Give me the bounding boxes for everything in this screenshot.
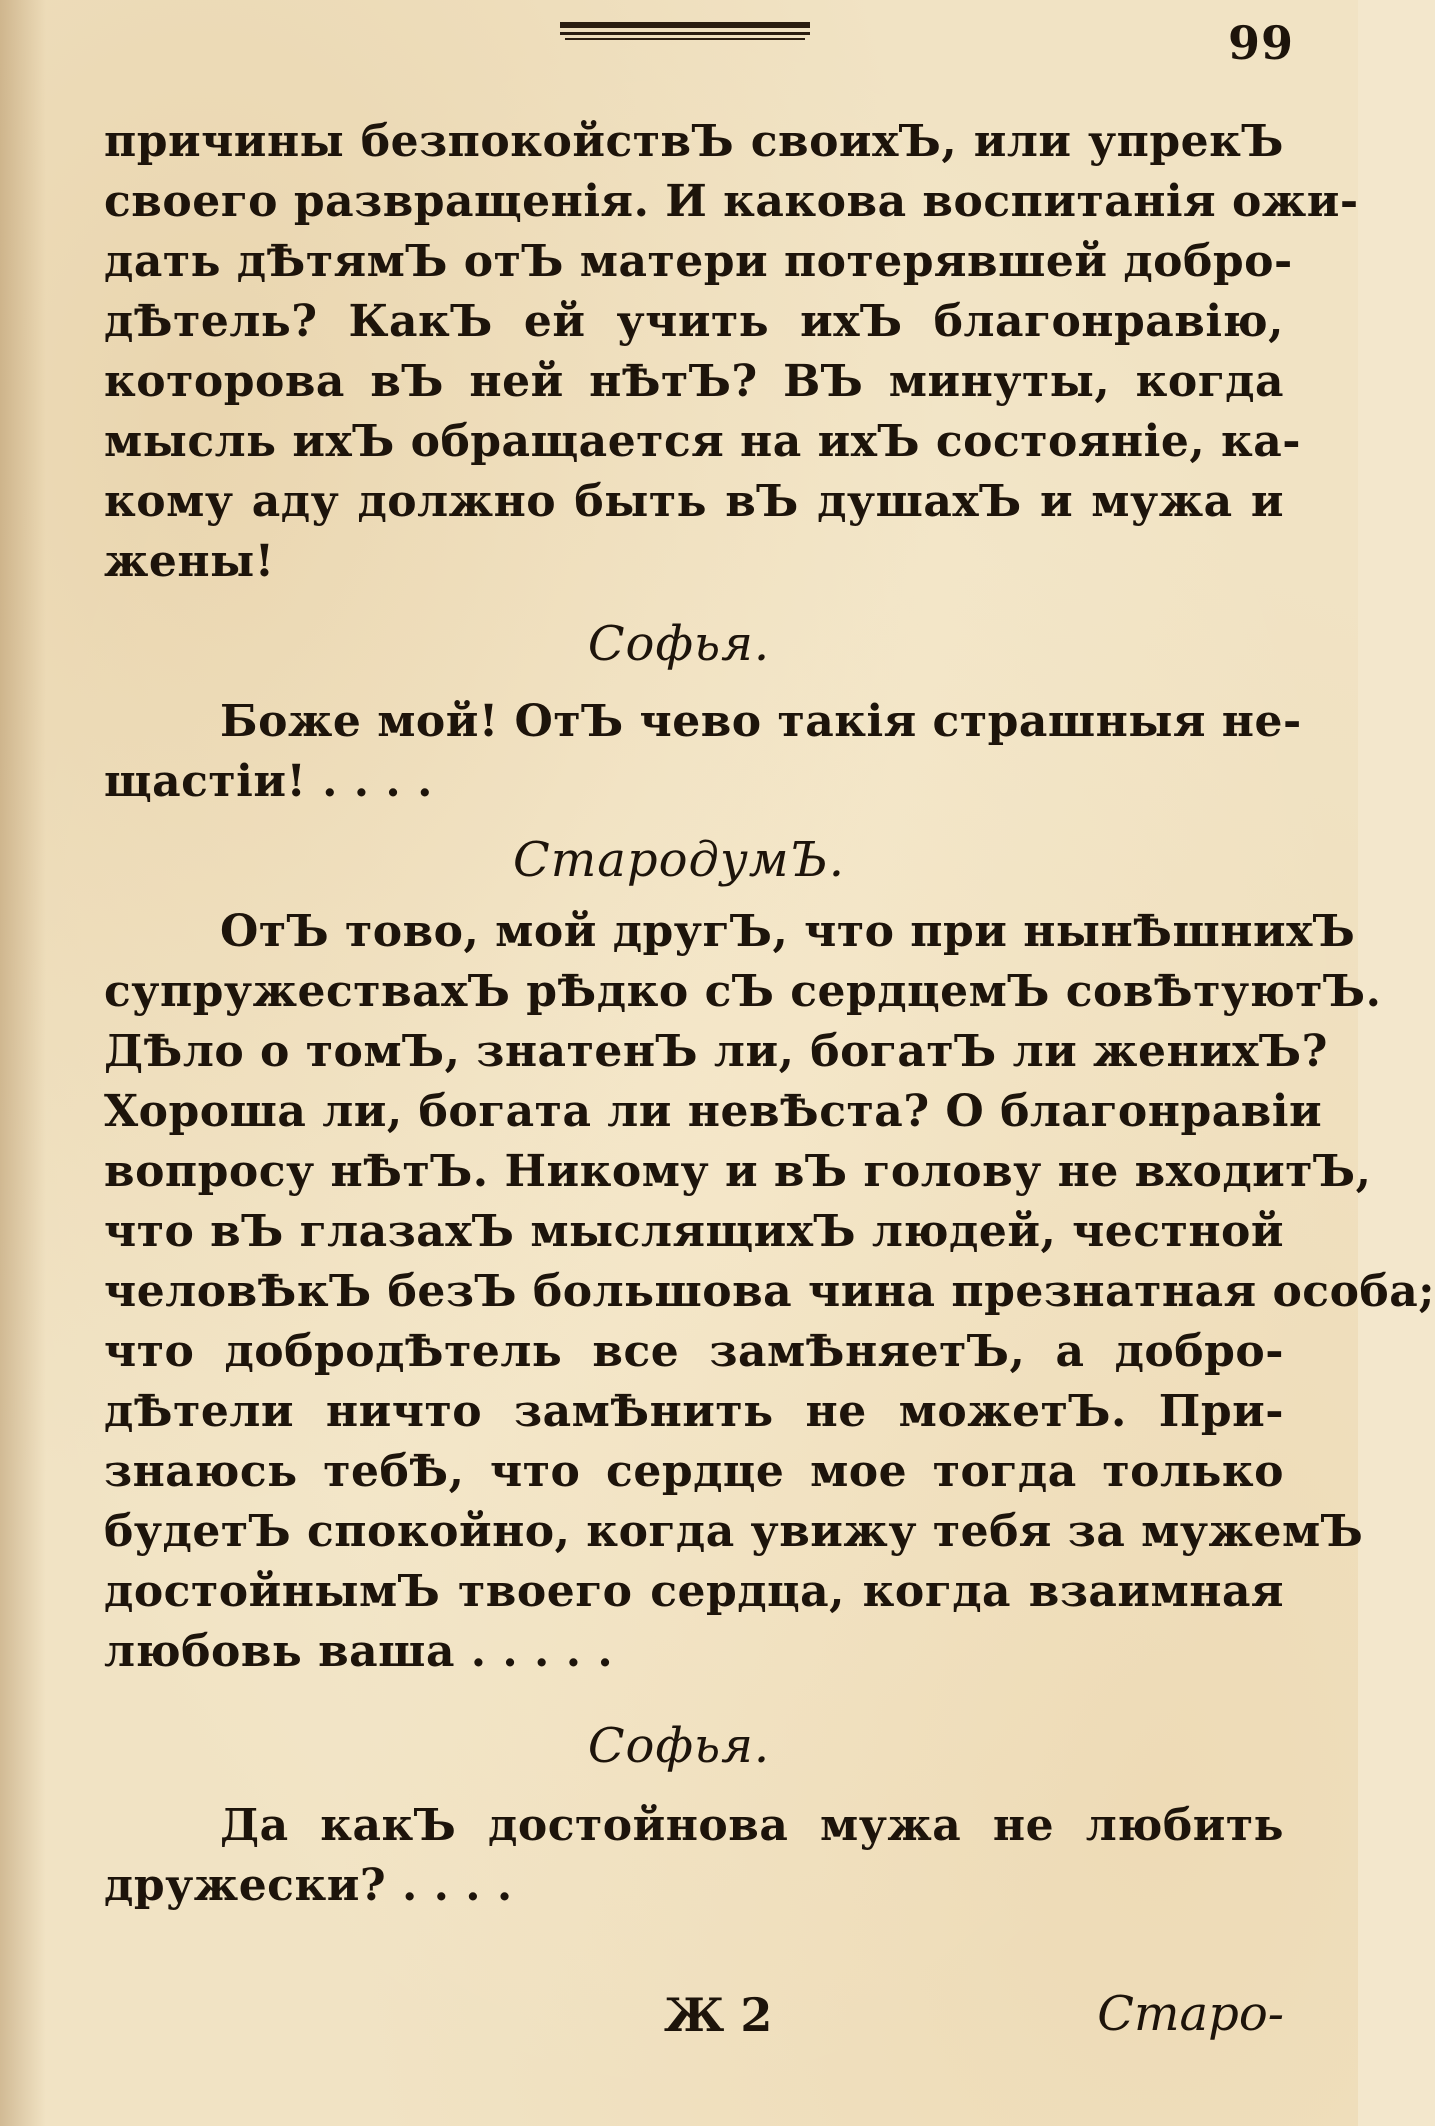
text-line: супружествахЪ рѢдко сЪ сердцемЪ совѢтуютЪ. (104, 966, 1382, 1017)
paragraph-4 (104, 1796, 1284, 1916)
text-line: Да какЪ достойнова мужа не любить (220, 1800, 1284, 1851)
paragraph-2 (104, 692, 1302, 812)
text-line: жены! (104, 536, 275, 587)
text-line: которова вЪ ней нѢтЪ? ВЪ минуты, когда (104, 356, 1284, 407)
header-rule-bar (560, 32, 810, 35)
catchword: Старо- (1097, 1986, 1284, 2042)
text-line: дѢтели ничто замѢнить не можетЪ. При- (104, 1386, 1284, 1437)
text-line: дѢтель? КакЪ ей учить ихЪ благонравію, (104, 296, 1284, 347)
text-line: щастіи! . . . . (104, 756, 433, 807)
paragraph-1 (104, 112, 1359, 592)
text-line: Хороша ли, богата ли невѢста? О благонравіи (104, 1086, 1323, 1137)
paragraph-3 (104, 902, 1435, 1682)
page-edge-shadow (0, 0, 46, 2126)
page-number: 99 (1227, 16, 1294, 70)
text-line: дать дѢтямЪ отЪ матери потерявшей добро- (104, 236, 1293, 287)
header-rule-bar (565, 38, 805, 40)
header-rule (560, 22, 810, 44)
text-line: любовь ваша . . . . . (104, 1626, 614, 1677)
text-line: Боже мой! ОтЪ чево такія страшныя не- (220, 696, 1302, 747)
text-line: кому аду должно быть вЪ душахЪ и мужа и (104, 476, 1284, 527)
text-line: будетЪ спокойно, когда увижу тебя за мужемЪ (104, 1506, 1364, 1557)
speaker-name: Софья. (587, 1718, 771, 1774)
text-line: мысль ихЪ обращается на ихЪ состояніе, ка- (104, 416, 1302, 467)
signature-mark: Ж 2 (664, 1988, 773, 2042)
text-line: причины безпокойствЪ своихЪ, или упрекЪ (104, 116, 1284, 167)
text-line: ДѢло о томЪ, знатенЪ ли, богатЪ ли женихЪ? (104, 1026, 1328, 1077)
text-line: что вЪ глазахЪ мыслящихЪ людей, честной (104, 1206, 1285, 1257)
text-line: ОтЪ тово, мой другЪ, что при нынѢшнихЪ (220, 906, 1356, 957)
text-line: дружески? . . . . (104, 1860, 513, 1911)
text-line: достойнымЪ твоего сердца, когда взаимная (104, 1566, 1284, 1617)
header-rule-bar (560, 22, 810, 28)
text-line: человѢкЪ безЪ большова чина презнатная особа; (104, 1266, 1435, 1317)
text-line: вопросу нѢтЪ. Никому и вЪ голову не входитЪ, (104, 1146, 1372, 1197)
text-line: своего развращенія. И какова воспитанія ожи- (104, 176, 1359, 227)
speaker-name: СтародумЪ. (513, 832, 845, 888)
text-line: знаюсь тебѢ, что сердце мое тогда только (104, 1446, 1284, 1497)
text-line: что добродѢтель все замѢняетЪ, а добро- (104, 1326, 1284, 1377)
speaker-name: Софья. (587, 616, 771, 672)
